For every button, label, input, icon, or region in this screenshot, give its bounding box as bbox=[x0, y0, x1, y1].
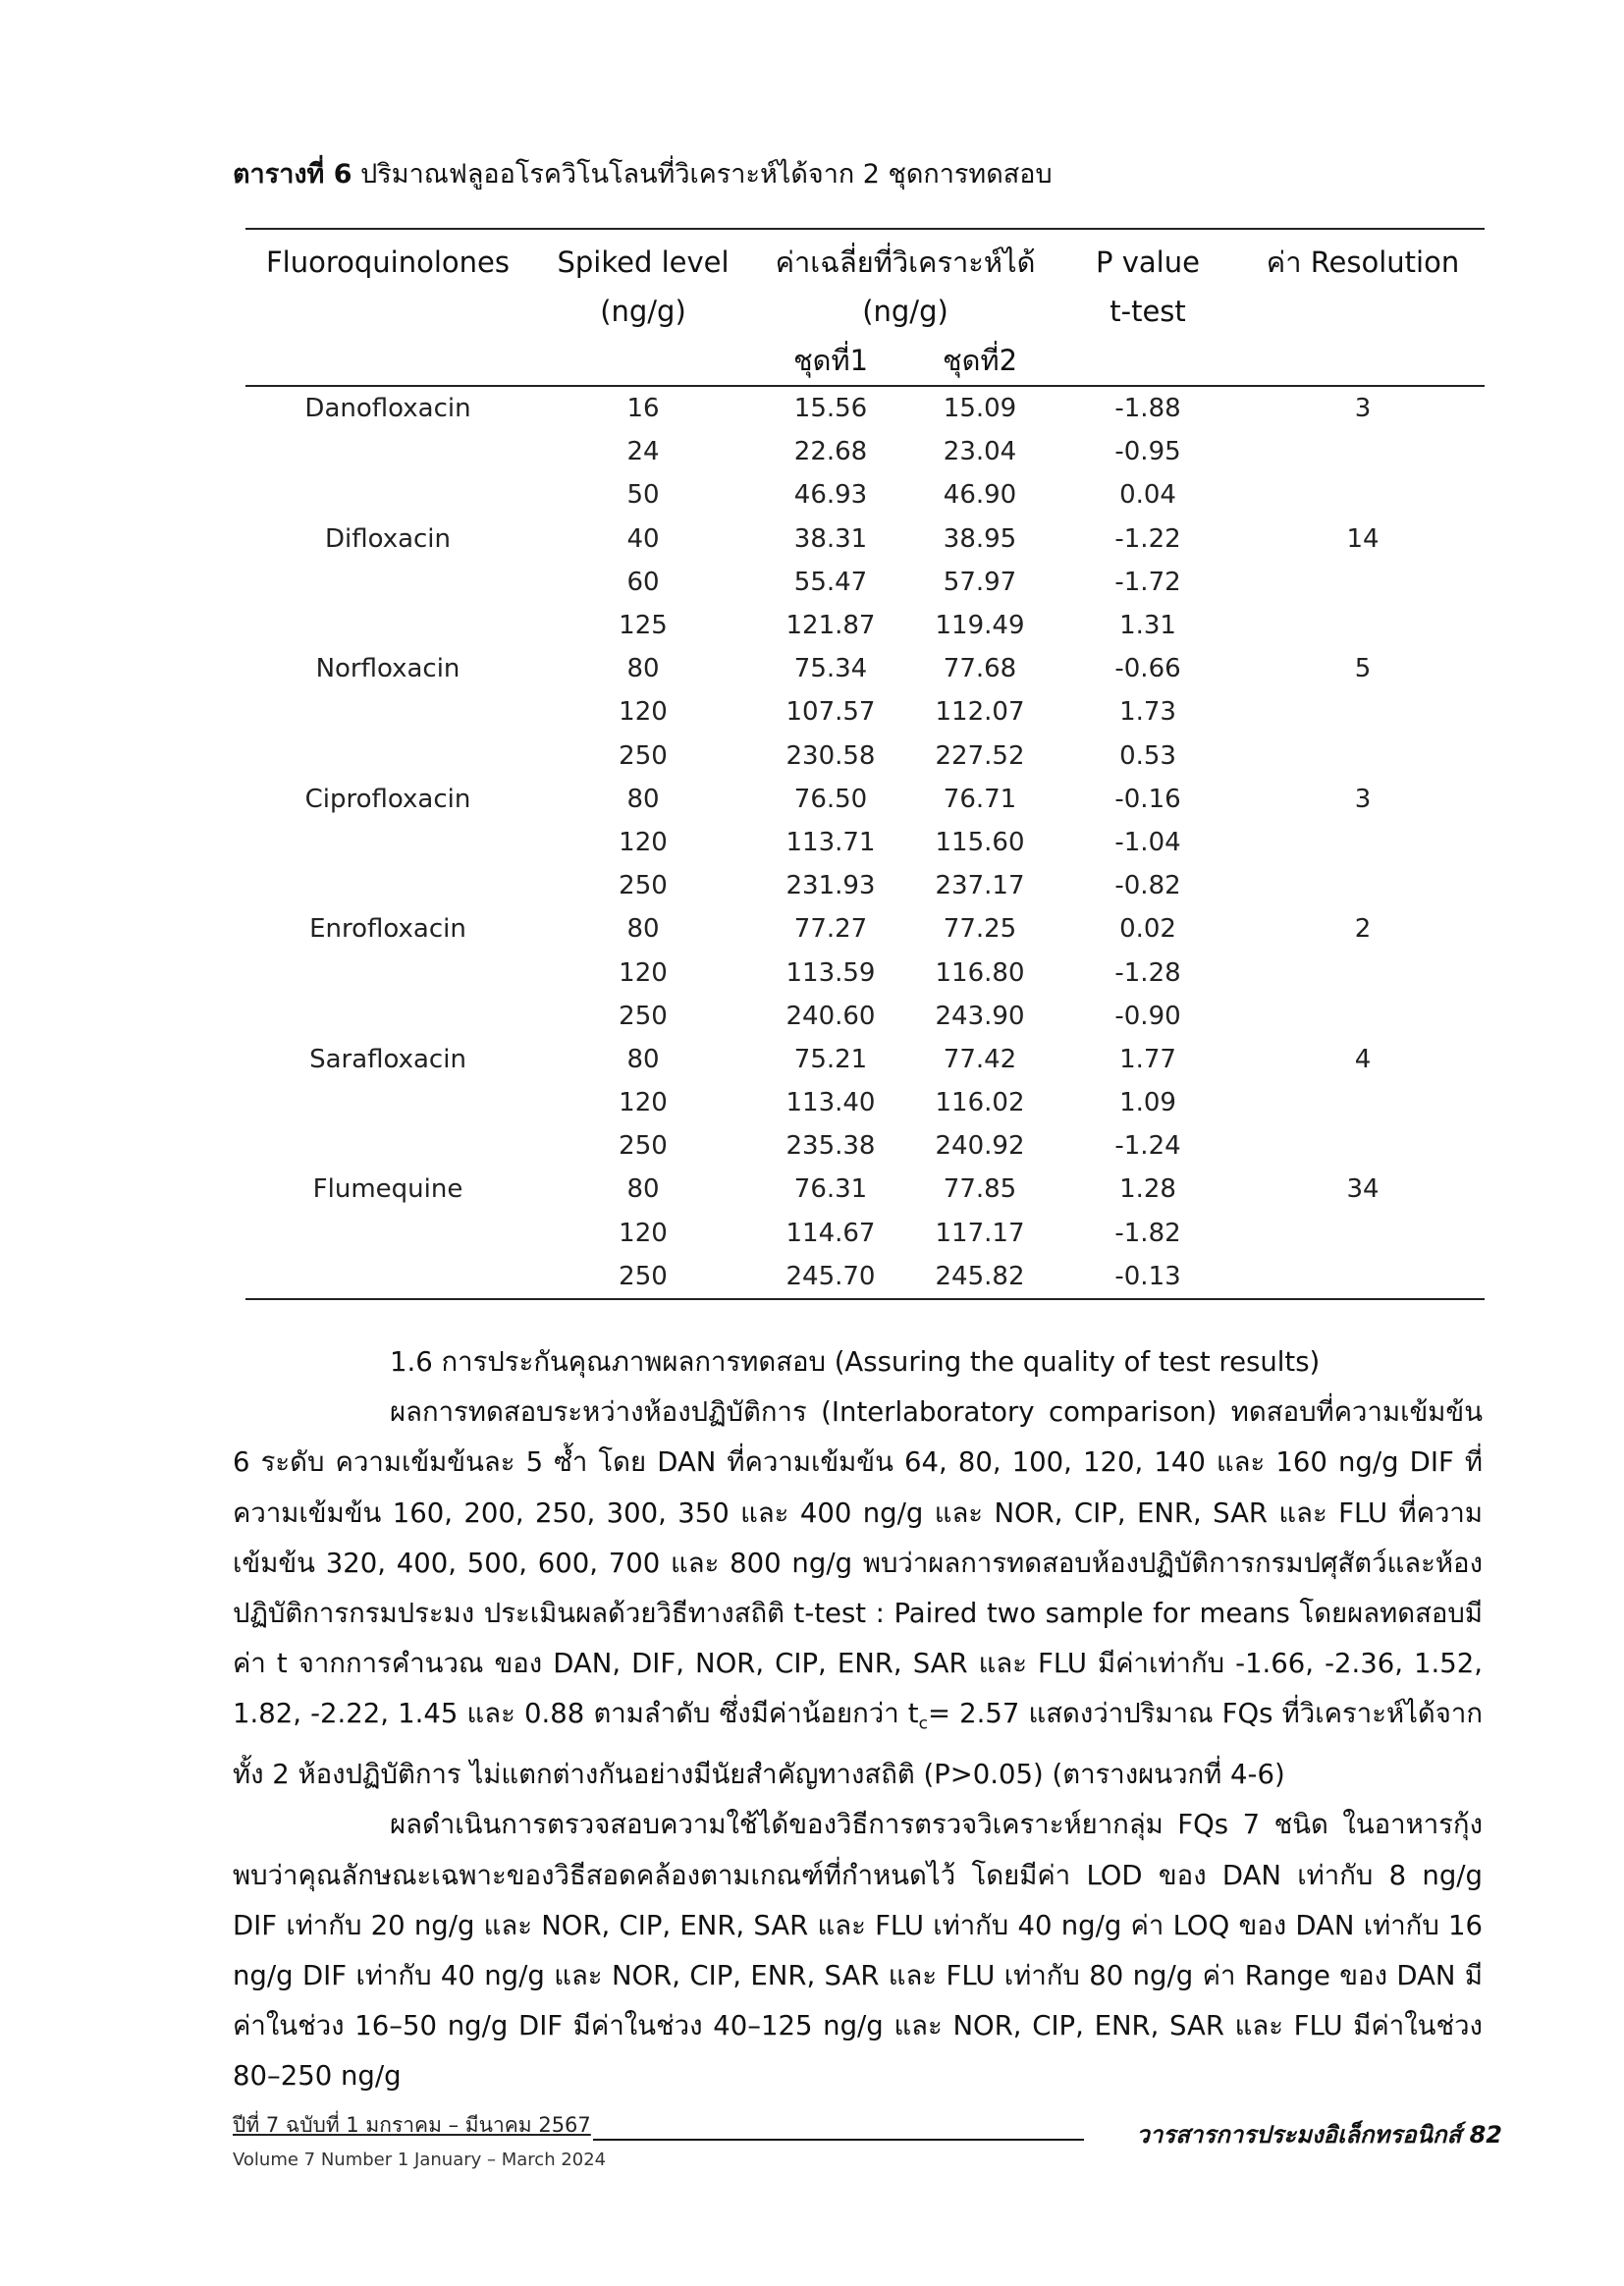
cell-spiked-level: 120 bbox=[619, 827, 668, 857]
table-row bbox=[245, 778, 1485, 821]
cell-resolution bbox=[1241, 430, 1485, 473]
cell-p-value: -1.22 bbox=[1114, 523, 1181, 554]
cell-fluoroquinolone bbox=[245, 864, 530, 907]
header-t-test: t-test bbox=[1110, 295, 1186, 328]
table-caption-label: ตารางที่ 6 bbox=[233, 159, 352, 190]
cell-set2: 112.07 bbox=[935, 697, 1025, 728]
cell-p-value: -1.04 bbox=[1114, 827, 1181, 857]
table-row bbox=[245, 690, 1485, 734]
table-row bbox=[245, 647, 1485, 690]
table-body bbox=[245, 386, 1485, 1299]
cell-p-value: 1.31 bbox=[1119, 611, 1176, 641]
footer-issue-english: Volume 7 Number 1 January – March 2024 bbox=[233, 2150, 607, 2170]
paragraph-interlab-part2: = 2.57 แสดงว่าปริมาณ FQs ที่วิเคราะห์ได้จากทั้ง 2 ห้องปฏิบัติการ ไม่แตกต่างกันอย่างมีนัยสำคัญทางสถิติ (P>0.05) (ตารางผนวกที่ 4-6) bbox=[233, 1698, 1483, 1791]
header-resolution: ค่า Resolution bbox=[1241, 229, 1485, 287]
cell-set1: 46.93 bbox=[793, 480, 868, 511]
cell-set1: 121.87 bbox=[785, 611, 876, 641]
section-heading: 1.6 การประกันคุณภาพผลการทดสอบ (Assuring the quality of test results) bbox=[390, 1346, 1321, 1378]
cell-p-value: 0.02 bbox=[1119, 914, 1176, 945]
cell-set1: 230.58 bbox=[785, 740, 876, 771]
cell-p-value: 0.04 bbox=[1119, 480, 1176, 511]
cell-set1: 38.31 bbox=[793, 523, 868, 554]
cell-resolution bbox=[1241, 604, 1485, 647]
cell-set2: 38.95 bbox=[943, 523, 1017, 554]
cell-p-value: 1.28 bbox=[1119, 1174, 1176, 1205]
body-text bbox=[233, 1337, 1483, 2102]
cell-set2: 117.17 bbox=[935, 1218, 1025, 1248]
cell-spiked-level: 250 bbox=[619, 1131, 668, 1162]
cell-fluoroquinolone bbox=[245, 821, 530, 864]
cell-p-value: -1.72 bbox=[1114, 567, 1181, 597]
cell-fluoroquinolone bbox=[245, 1212, 530, 1255]
header-p-value: P value bbox=[1055, 229, 1241, 287]
cell-set1: 55.47 bbox=[793, 567, 868, 597]
header-set2: ชุดที่2 bbox=[905, 336, 1055, 386]
cell-spiked-level: 120 bbox=[619, 1088, 668, 1118]
cell-resolution bbox=[1241, 473, 1485, 517]
cell-spiked-level: 80 bbox=[626, 784, 660, 814]
cell-fluoroquinolone bbox=[245, 1124, 530, 1168]
cell-set2: 245.82 bbox=[905, 1255, 1055, 1299]
cell-set2: 76.71 bbox=[943, 784, 1017, 814]
cell-p-value: -1.82 bbox=[1114, 1218, 1181, 1248]
cell-resolution bbox=[1241, 690, 1485, 734]
cell-resolution bbox=[1241, 1081, 1485, 1124]
cell-set1: 113.40 bbox=[785, 1088, 876, 1118]
table-row bbox=[245, 735, 1485, 778]
cell-resolution bbox=[1241, 561, 1485, 604]
paragraph-interlab-subscript: c bbox=[918, 1714, 928, 1734]
cell-set1: 113.71 bbox=[785, 827, 876, 857]
cell-fluoroquinolone bbox=[245, 1255, 530, 1299]
cell-p-value: -1.28 bbox=[1114, 957, 1181, 988]
cell-set2: 116.80 bbox=[935, 957, 1025, 988]
cell-fluoroquinolone: Difloxacin bbox=[324, 523, 452, 554]
header-spiked-level: Spiked level bbox=[530, 229, 756, 287]
cell-fluoroquinolone bbox=[245, 690, 530, 734]
footer-divider bbox=[593, 2139, 1084, 2141]
table-row bbox=[245, 1038, 1485, 1081]
cell-fluoroquinolone bbox=[245, 995, 530, 1038]
cell-spiked-level: 80 bbox=[626, 1044, 660, 1074]
cell-resolution bbox=[1241, 735, 1485, 778]
paragraph-interlab-part1: ผลการทดสอบระหว่างห้องปฏิบัติการ (Interlaboratory comparison) ทดสอบที่ความเข้มข้น 6 ระดับ ความเข้มข้นละ 5 ซ้ำ โดย DAN ที่ความเข้มข้น 64, 80, 100, 120, 140 และ 160 ng/g DIF ที่ความเข้มข้น 160, 200, 250, 300, 350 และ 400 ng/g และ NOR, CIP, ENR, SAR และ FLU ที่ความเข้มข้น 320, 400, 500, 600, 700 และ 800 ng/g พบว่าผลการทดสอบห้องปฏิบัติการกรมปศุสัตว์และห้องปฏิบัติการกรมประมง ประเมินผลด้วยวิธีทางสถิติ t-test : Paired two sample for means โดยผลทดสอบมีค่า t จากการคำนวณ ของ DAN, DIF, NOR, CIP, ENR, SAR และ FLU มีค่าเท่ากับ -1.66, -2.36, 1.52, 1.82, -2.22, 1.45 และ 0.88 ตามลำดับ ซึ่งมีค่าน้อยกว่า t bbox=[233, 1396, 1483, 1730]
cell-set1: 245.70 bbox=[756, 1255, 905, 1299]
cell-spiked-level: 125 bbox=[619, 611, 668, 641]
header-set1: ชุดที่1 bbox=[756, 336, 905, 386]
cell-set2: 77.42 bbox=[943, 1044, 1017, 1074]
cell-set1: 107.57 bbox=[785, 697, 876, 728]
cell-p-value: 1.73 bbox=[1119, 697, 1176, 728]
table-row bbox=[245, 430, 1485, 473]
table-row bbox=[245, 1255, 1485, 1299]
cell-spiked-level: 60 bbox=[626, 567, 660, 597]
cell-p-value: -0.66 bbox=[1114, 654, 1181, 684]
cell-resolution bbox=[1241, 821, 1485, 864]
cell-set2: 227.52 bbox=[935, 740, 1025, 771]
table-row bbox=[245, 907, 1485, 951]
header-mean-analyzed: ค่าเฉลี่ยที่วิเคราะห์ได้ bbox=[756, 229, 1055, 287]
cell-p-value: -1.88 bbox=[1114, 394, 1181, 424]
table-row bbox=[245, 604, 1485, 647]
cell-spiked-level: 250 bbox=[619, 1001, 668, 1031]
footer-issue-thai: ปีที่ 7 ฉบับที่ 1 มกราคม – มีนาคม 2567 bbox=[233, 2113, 591, 2137]
table-row bbox=[245, 473, 1485, 517]
cell-p-value: 1.77 bbox=[1119, 1044, 1176, 1074]
cell-set2: 237.17 bbox=[935, 871, 1025, 901]
cell-resolution: 3 bbox=[1354, 394, 1372, 424]
cell-spiked-level: 40 bbox=[626, 523, 660, 554]
cell-set2: 115.60 bbox=[935, 827, 1025, 857]
cell-set1: 75.21 bbox=[793, 1044, 868, 1074]
cell-set1: 235.38 bbox=[785, 1131, 876, 1162]
cell-fluoroquinolone: Norfloxacin bbox=[315, 654, 460, 684]
cell-spiked-level: 80 bbox=[626, 654, 660, 684]
cell-set2: 119.49 bbox=[935, 611, 1025, 641]
cell-fluoroquinolone bbox=[245, 951, 530, 994]
header-spiked-unit: (ng/g) bbox=[600, 295, 686, 328]
paragraph-interlab bbox=[233, 1388, 1483, 1800]
cell-resolution: 3 bbox=[1354, 784, 1372, 814]
table-caption-text: ปริมาณฟลูออโรควิโนโลนที่วิเคราะห์ได้จาก 2 ชุดการทดสอบ bbox=[360, 159, 1053, 190]
cell-set1: 22.68 bbox=[793, 437, 868, 467]
header-mean-unit: (ng/g) bbox=[862, 295, 948, 328]
cell-set2: 46.90 bbox=[943, 480, 1017, 511]
header-fluoroquinolones: Fluoroquinolones bbox=[245, 229, 530, 287]
cell-set1: 76.31 bbox=[793, 1174, 868, 1205]
table-row bbox=[245, 864, 1485, 907]
cell-fluoroquinolone: Danofloxacin bbox=[304, 394, 471, 424]
paragraph-validation: ผลดำเนินการตรวจสอบความใช้ได้ของวิธีการตรวจวิเคราะห์ยากลุ่ม FQs 7 ชนิด ในอาหารกุ้ง พบว่าคุณลักษณะเฉพาะของวิธีสอดคล้องตามเกณฑ์ที่กำหนดไว้ โดยมีค่า LOD ของ DAN เท่ากับ 8 ng/g DIF เท่ากับ 20 ng/g และ NOR, CIP, ENR, SAR และ FLU เท่ากับ 40 ng/g ค่า LOQ ของ DAN เท่ากับ 16 ng/g DIF เท่ากับ 40 ng/g และ NOR, CIP, ENR, SAR และ FLU เท่ากับ 80 ng/g ค่า Range ของ DAN มีค่าในช่วง 16–50 ng/g DIF มีค่าในช่วง 40–125 ng/g และ NOR, CIP, ENR, SAR และ FLU มีค่าในช่วง 80–250 ng/g bbox=[233, 1809, 1483, 2093]
cell-p-value: 1.09 bbox=[1119, 1088, 1176, 1118]
cell-set1: 15.56 bbox=[793, 394, 868, 424]
cell-p-value: -0.82 bbox=[1114, 871, 1181, 901]
cell-set2: 57.97 bbox=[943, 567, 1017, 597]
cell-set2: 240.92 bbox=[935, 1131, 1025, 1162]
cell-spiked-level: 80 bbox=[626, 1174, 660, 1205]
cell-p-value: -0.13 bbox=[1055, 1255, 1241, 1299]
footer-issue bbox=[233, 2109, 606, 2170]
cell-fluoroquinolone bbox=[245, 473, 530, 517]
cell-p-value: 0.53 bbox=[1119, 740, 1176, 771]
cell-resolution: 14 bbox=[1346, 523, 1380, 554]
cell-resolution bbox=[1241, 1212, 1485, 1255]
results-table-container bbox=[245, 228, 1485, 1300]
cell-resolution bbox=[1241, 1255, 1485, 1299]
cell-set2: 243.90 bbox=[935, 1001, 1025, 1031]
table-row bbox=[245, 995, 1485, 1038]
cell-set1: 240.60 bbox=[785, 1001, 876, 1031]
cell-spiked-level: 250 bbox=[530, 1255, 756, 1299]
table-row bbox=[245, 821, 1485, 864]
cell-set1: 76.50 bbox=[793, 784, 868, 814]
cell-set2: 116.02 bbox=[935, 1088, 1025, 1118]
cell-resolution: 2 bbox=[1354, 914, 1372, 945]
cell-spiked-level: 120 bbox=[619, 957, 668, 988]
cell-set1: 75.34 bbox=[793, 654, 868, 684]
cell-fluoroquinolone: Flumequine bbox=[312, 1174, 463, 1205]
cell-set1: 231.93 bbox=[785, 871, 876, 901]
cell-spiked-level: 120 bbox=[619, 1218, 668, 1248]
cell-spiked-level: 50 bbox=[626, 480, 660, 511]
table-row bbox=[245, 1212, 1485, 1255]
cell-fluoroquinolone: Enrofloxacin bbox=[309, 914, 466, 945]
cell-fluoroquinolone: Ciprofloxacin bbox=[304, 784, 471, 814]
cell-resolution bbox=[1241, 1124, 1485, 1168]
cell-set2: 77.85 bbox=[943, 1174, 1017, 1205]
results-table bbox=[245, 228, 1485, 1300]
cell-spiked-level: 16 bbox=[626, 394, 660, 424]
cell-resolution bbox=[1241, 951, 1485, 994]
cell-fluoroquinolone: Sarafloxacin bbox=[309, 1044, 466, 1074]
cell-spiked-level: 250 bbox=[619, 740, 668, 771]
cell-p-value: -1.24 bbox=[1114, 1131, 1181, 1162]
cell-spiked-level: 120 bbox=[619, 697, 668, 728]
cell-resolution: 4 bbox=[1354, 1044, 1372, 1074]
cell-fluoroquinolone bbox=[245, 561, 530, 604]
table-row bbox=[245, 1168, 1485, 1211]
cell-resolution bbox=[1241, 864, 1485, 907]
cell-set1: 114.67 bbox=[785, 1218, 876, 1248]
cell-set2: 23.04 bbox=[943, 437, 1017, 467]
cell-set1: 77.27 bbox=[793, 914, 868, 945]
table-caption bbox=[233, 152, 1411, 194]
cell-spiked-level: 24 bbox=[626, 437, 660, 467]
table-row bbox=[245, 386, 1485, 430]
table-row bbox=[245, 1081, 1485, 1124]
cell-set2: 77.68 bbox=[943, 654, 1017, 684]
cell-p-value: -0.90 bbox=[1114, 1001, 1181, 1031]
cell-resolution: 34 bbox=[1346, 1174, 1380, 1205]
cell-resolution bbox=[1241, 995, 1485, 1038]
cell-resolution: 5 bbox=[1354, 654, 1372, 684]
table-row bbox=[245, 1124, 1485, 1168]
cell-set1: 113.59 bbox=[785, 957, 876, 988]
cell-p-value: -0.16 bbox=[1114, 784, 1181, 814]
cell-spiked-level: 80 bbox=[626, 914, 660, 945]
cell-set2: 15.09 bbox=[943, 394, 1017, 424]
cell-spiked-level: 250 bbox=[619, 871, 668, 901]
cell-fluoroquinolone bbox=[245, 1081, 530, 1124]
cell-fluoroquinolone bbox=[245, 604, 530, 647]
table-row bbox=[245, 517, 1485, 561]
table-row bbox=[245, 561, 1485, 604]
footer-journal-page: วารสารการประมงอิเล็กทรอนิกส์ 82 bbox=[1136, 2121, 1502, 2149]
cell-fluoroquinolone bbox=[245, 430, 530, 473]
table-row bbox=[245, 951, 1485, 994]
cell-fluoroquinolone bbox=[245, 735, 530, 778]
cell-p-value: -0.95 bbox=[1114, 437, 1181, 467]
cell-set2: 77.25 bbox=[943, 914, 1017, 945]
